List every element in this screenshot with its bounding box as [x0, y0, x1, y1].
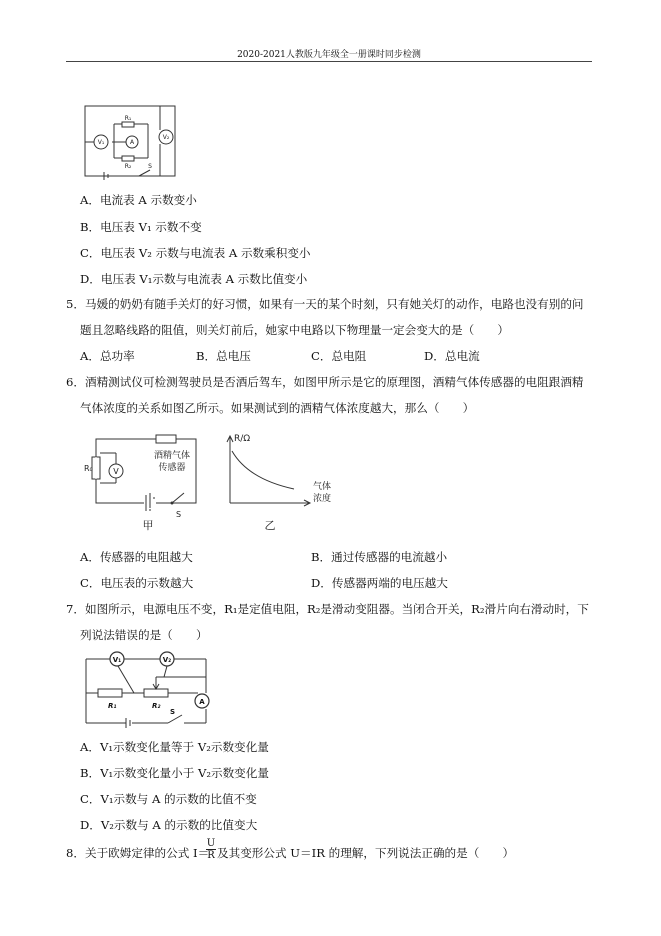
q7-r1-label: R₁	[108, 702, 117, 710]
q5-stem-line2: 题且忽略线路的阻值，则关灯前后，她家中电路以下物理量一定会变大的是（ ）	[80, 323, 509, 337]
q5-option-d[interactable]: D．总电流	[424, 349, 480, 363]
q4-r2-label: R₂	[124, 163, 132, 170]
q8-fraction	[206, 838, 216, 861]
q6-caption-jia: 甲	[142, 519, 154, 531]
q7-r2-label: R₂	[152, 702, 161, 710]
q7-v1-label: V₁	[112, 656, 122, 664]
q6-sensor-label-1: 酒精气体	[153, 451, 191, 461]
q6-graph-xlabel-1: 气体	[312, 482, 332, 492]
q4-s-label: S	[148, 163, 152, 170]
q6-option-c[interactable]: C．电压表的示数越大	[80, 576, 194, 590]
q4-option-d[interactable]: D．电压表 V₁示数与电流表 A 示数比值变小	[80, 272, 308, 286]
q7-s-label: S	[170, 708, 176, 716]
q5-option-c[interactable]: C．总电阻	[311, 349, 367, 363]
q6-graph-figure	[218, 431, 338, 531]
q6-option-a[interactable]: A．传感器的电阻越大	[80, 550, 193, 564]
q7-a-label: A	[199, 698, 205, 706]
q7-option-c[interactable]: C．V₁示数与 A 的示数的比值不变	[80, 792, 257, 806]
q7-circuit-figure	[84, 651, 216, 729]
q5-stem-line1: 5．马媛的奶奶有随手关灯的好习惯，如果有一天的某个时刻，只有她关灯的动作，电路也没有别的问	[66, 297, 584, 311]
q7-option-b[interactable]: B．V₁示数变化量小于 V₂示数变化量	[80, 766, 269, 780]
q5-option-b[interactable]: B．总电压	[196, 349, 251, 363]
q4-r1-label: R₁	[124, 115, 132, 122]
q6-stem-line1: 6．酒精测试仪可检测驾驶员是否酒后驾车，如图甲所示是它的原理图，酒精气体传感器的电阻跟酒精	[66, 375, 584, 389]
q6-s-label: S	[176, 510, 182, 519]
q6-option-b[interactable]: B．通过传感器的电流越小	[311, 550, 448, 564]
q7-v2-label: V₂	[162, 656, 172, 664]
q6-v-label: V	[113, 467, 119, 476]
q8-stem-suffix: 及其变形公式 U＝IR 的理解，下列说法正确的是（ ）	[217, 846, 515, 860]
q8-fraction-denominator: R	[207, 850, 215, 861]
page-header: 2020-2021人教版九年级全一册课时同步检测	[237, 50, 421, 60]
q4-option-c[interactable]: C．电压表 V₂ 示数与电流表 A 示数乘积变小	[80, 246, 311, 260]
q7-stem-line2: 列说法错误的是（ ）	[80, 628, 208, 642]
q6-circuit-figure	[84, 431, 204, 531]
header-divider	[66, 61, 592, 62]
q6-option-d[interactable]: D．传感器两端的电压越大	[311, 576, 448, 590]
q8-fraction-numerator: U	[206, 838, 216, 849]
q4-option-a[interactable]: A．电流表 A 示数变小	[80, 193, 197, 207]
q6-sensor-label-2: 传感器	[158, 463, 186, 473]
q4-v2-label: V₂	[162, 134, 170, 141]
q7-option-d[interactable]: D．V₂示数与 A 的示数的比值变大	[80, 818, 258, 832]
q5-option-a[interactable]: A．总功率	[80, 349, 135, 363]
q4-a-label: A	[129, 139, 135, 146]
q4-circuit-figure	[84, 104, 184, 182]
q4-option-b[interactable]: B．电压表 V₁ 示数不变	[80, 220, 202, 234]
q7-option-a[interactable]: A．V₁示数变化量等于 V₂示数变化量	[80, 740, 269, 754]
q8-stem-prefix: 8．关于欧姆定律的公式 I＝	[66, 846, 210, 860]
q4-v1-label: V₁	[97, 139, 105, 146]
q6-stem-line2: 气体浓度的关系如图乙所示。如果测试到的酒精气体浓度越大，那么（ ）	[80, 401, 475, 415]
q6-graph-xlabel-2: 浓度	[312, 494, 332, 504]
q6-r0-label: R₀	[84, 464, 93, 473]
q7-stem-line1: 7．如图所示，电源电压不变，R₁是定值电阻，R₂是滑动变阻器。当闭合开关，R₂滑片向右滑动时，下	[66, 602, 589, 616]
q6-graph-ylabel: R/Ω	[234, 434, 251, 444]
q6-caption-yi: 乙	[264, 519, 276, 531]
